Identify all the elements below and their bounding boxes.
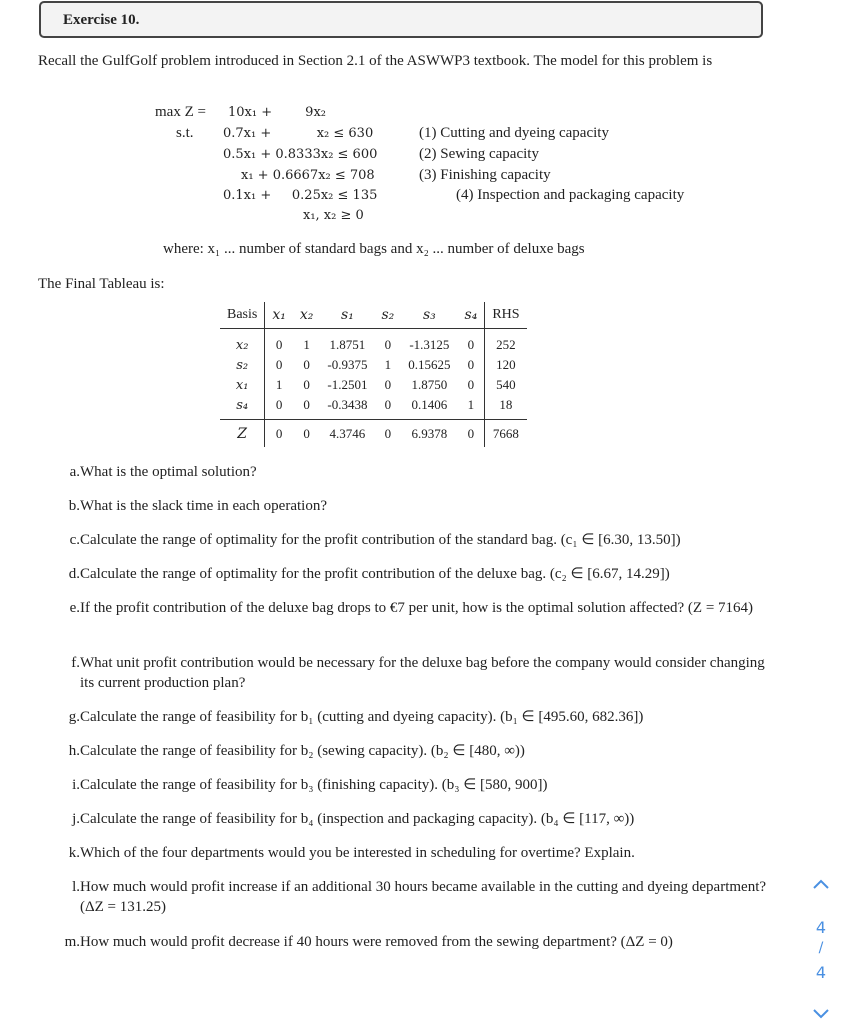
table-cell: 540 bbox=[496, 377, 516, 392]
chevron-up-icon[interactable] bbox=[811, 874, 831, 894]
st-label: s.t. bbox=[176, 125, 194, 141]
item-label: c. bbox=[69, 532, 80, 548]
chevron-down-icon[interactable] bbox=[811, 1004, 831, 1024]
basis-cell: x₂ bbox=[220, 329, 265, 356]
objective-label: max Z = bbox=[155, 104, 206, 120]
table-cell: -0.9375 bbox=[327, 357, 368, 372]
objective-row bbox=[220, 420, 527, 448]
page-separator: / bbox=[818, 940, 824, 956]
table-cell: 0 bbox=[275, 337, 283, 352]
item-label: m. bbox=[64, 934, 80, 950]
item-text: What is the slack time in each operation? bbox=[80, 498, 327, 514]
table-cell: 6.9378 bbox=[411, 425, 448, 441]
table-cell: 1 bbox=[303, 337, 310, 352]
table-cell: 18 bbox=[499, 397, 513, 412]
table-cell: 0.1406 bbox=[411, 397, 448, 412]
item-text: Calculate the range of optimality for the profit contribution of the standard bag. (c₁ ∈ [6.30, 13.50]) bbox=[80, 532, 681, 548]
item-label: g. bbox=[68, 709, 80, 725]
table-cell: 4.3746 bbox=[329, 425, 366, 441]
table-row bbox=[220, 329, 527, 356]
constraint-4-description: (4) Inspection and packaging capacity bbox=[456, 187, 685, 203]
constraint-2-description: (2) Sewing capacity bbox=[419, 146, 539, 162]
table-cell: 7668 bbox=[492, 425, 519, 441]
item-text: If the profit contribution of the deluxe bag drops to €7 per unit, how is the optimal solution affected? (Z = 7164) bbox=[80, 600, 754, 616]
tableau-header-row bbox=[220, 302, 527, 329]
nonnegativity-constraint: x₁, x₂ ≥ 0 bbox=[303, 208, 364, 223]
table-cell: 0.15625 bbox=[408, 357, 451, 372]
header-s4: s₄ bbox=[458, 302, 485, 329]
table-cell: 252 bbox=[496, 337, 516, 352]
table-cell: 0 bbox=[275, 357, 283, 372]
constraint-2-expression: 0.5x₁ + 0.8333x₂ ≤ 600 bbox=[223, 147, 378, 162]
item-label: l. bbox=[72, 879, 80, 895]
item-label: h. bbox=[68, 743, 80, 759]
header-s2: s₂ bbox=[381, 307, 395, 323]
table-cell: 120 bbox=[496, 357, 516, 372]
table-row bbox=[220, 395, 527, 420]
table-cell: -1.3125 bbox=[409, 337, 450, 352]
basis-cell: s₄ bbox=[220, 395, 265, 420]
table-cell: 0 bbox=[303, 397, 310, 412]
constraint-3-expression: x₁ + 0.6667x₂ ≤ 708 bbox=[241, 168, 375, 183]
table-cell: 1.8750 bbox=[411, 377, 448, 392]
item-label: b. bbox=[68, 498, 80, 514]
header-basis: Basis bbox=[220, 302, 265, 329]
constraint-1-expression: 0.7x₁ + x₂ ≤ 630 bbox=[223, 126, 374, 141]
current-page: 4 bbox=[815, 918, 827, 937]
table-cell: 0 bbox=[458, 375, 485, 395]
table-row bbox=[220, 375, 527, 395]
table-cell: 1.8751 bbox=[329, 337, 366, 352]
table-row bbox=[220, 355, 527, 375]
item-label: k. bbox=[68, 845, 80, 861]
table-cell: 0 bbox=[384, 337, 392, 352]
final-tableau-label: The Final Tableau is: bbox=[38, 276, 165, 292]
table-cell: 0 bbox=[275, 425, 283, 441]
header-s1: s₁ bbox=[341, 307, 354, 323]
table-cell: 0 bbox=[303, 377, 310, 392]
item-text: What is the optimal solution? bbox=[80, 464, 257, 480]
intro-text: Recall the GulfGolf problem introduced in Section 2.1 of the ASWWP3 textbook. The model for this problem is bbox=[38, 53, 713, 69]
table-cell: 1 bbox=[458, 395, 485, 420]
constraint-1-description: (1) Cutting and dyeing capacity bbox=[419, 125, 609, 141]
item-text: Calculate the range of feasibility for b₁ (cutting and dyeing capacity). (b₁ ∈ [495.60, 682.36]) bbox=[80, 709, 644, 725]
objective-function: 10x₁ + 9x₂ bbox=[228, 105, 326, 120]
table-cell: 0 bbox=[458, 420, 485, 448]
total-pages: 4 bbox=[815, 963, 827, 982]
header-rhs: RHS bbox=[492, 307, 520, 322]
table-cell: 1 bbox=[384, 357, 392, 372]
exercise-header bbox=[39, 1, 763, 38]
page-navigator bbox=[806, 872, 836, 1024]
table-cell: 0 bbox=[458, 355, 485, 375]
item-text: Calculate the range of optimality for the profit contribution of the deluxe bag. (c₂ ∈ [6.67, 14.29]) bbox=[80, 566, 670, 582]
basis-cell: x₁ bbox=[220, 375, 265, 395]
variable-definitions: where: x₁ ... number of standard bags and x₂ ... number of deluxe bags bbox=[163, 241, 585, 257]
final-tableau bbox=[220, 302, 527, 447]
item-label: j. bbox=[72, 811, 80, 827]
table-cell: 0 bbox=[384, 377, 392, 392]
item-text: How much would profit increase if an additional 30 hours became available in the cutting and dyeing department? (ΔZ = 131.25) bbox=[80, 879, 767, 915]
table-cell: -1.2501 bbox=[327, 377, 368, 392]
table-cell: 0 bbox=[384, 397, 392, 412]
item-text: Calculate the range of feasibility for b₂ (sewing capacity). (b₂ ∈ [480, ∞)) bbox=[80, 743, 525, 759]
item-text: How much would profit decrease if 40 hours were removed from the sewing department? (ΔZ = 0) bbox=[80, 934, 673, 950]
item-label: d. bbox=[68, 566, 80, 582]
item-label: f. bbox=[71, 655, 80, 671]
exercise-title: Exercise 10. bbox=[63, 12, 140, 28]
item-label: i. bbox=[72, 777, 80, 793]
table-cell: -0.3438 bbox=[327, 397, 368, 412]
header-x2: x₂ bbox=[299, 307, 314, 323]
item-label: e. bbox=[69, 600, 80, 616]
item-text: Which of the four departments would you be interested in scheduling for overtime? Explain. bbox=[80, 845, 635, 861]
basis-cell: Z bbox=[220, 420, 265, 448]
header-x1: x₁ bbox=[272, 307, 286, 323]
table-cell: 0 bbox=[275, 397, 283, 412]
item-text: Calculate the range of feasibility for b₄ (inspection and packaging capacity). (b₄ ∈ [117, ∞)) bbox=[80, 811, 635, 827]
item-label: a. bbox=[69, 464, 80, 480]
constraint-3-description: (3) Finishing capacity bbox=[419, 167, 551, 183]
table-cell: 0 bbox=[384, 425, 392, 441]
basis-cell: s₂ bbox=[220, 355, 265, 375]
table-cell: 0 bbox=[458, 329, 485, 356]
constraint-4-expression: 0.1x₁ + 0.25x₂ ≤ 135 bbox=[223, 188, 378, 203]
header-s3: s₃ bbox=[422, 307, 436, 323]
table-cell: 0 bbox=[303, 425, 310, 441]
table-cell: 0 bbox=[303, 357, 310, 372]
item-text: What unit profit contribution would be necessary for the deluxe bag before the company would consider changing its current production plan? bbox=[80, 655, 765, 691]
table-cell: 1 bbox=[275, 377, 283, 392]
item-text: Calculate the range of feasibility for b₃ (finishing capacity). (b₃ ∈ [580, 900]) bbox=[80, 777, 548, 793]
